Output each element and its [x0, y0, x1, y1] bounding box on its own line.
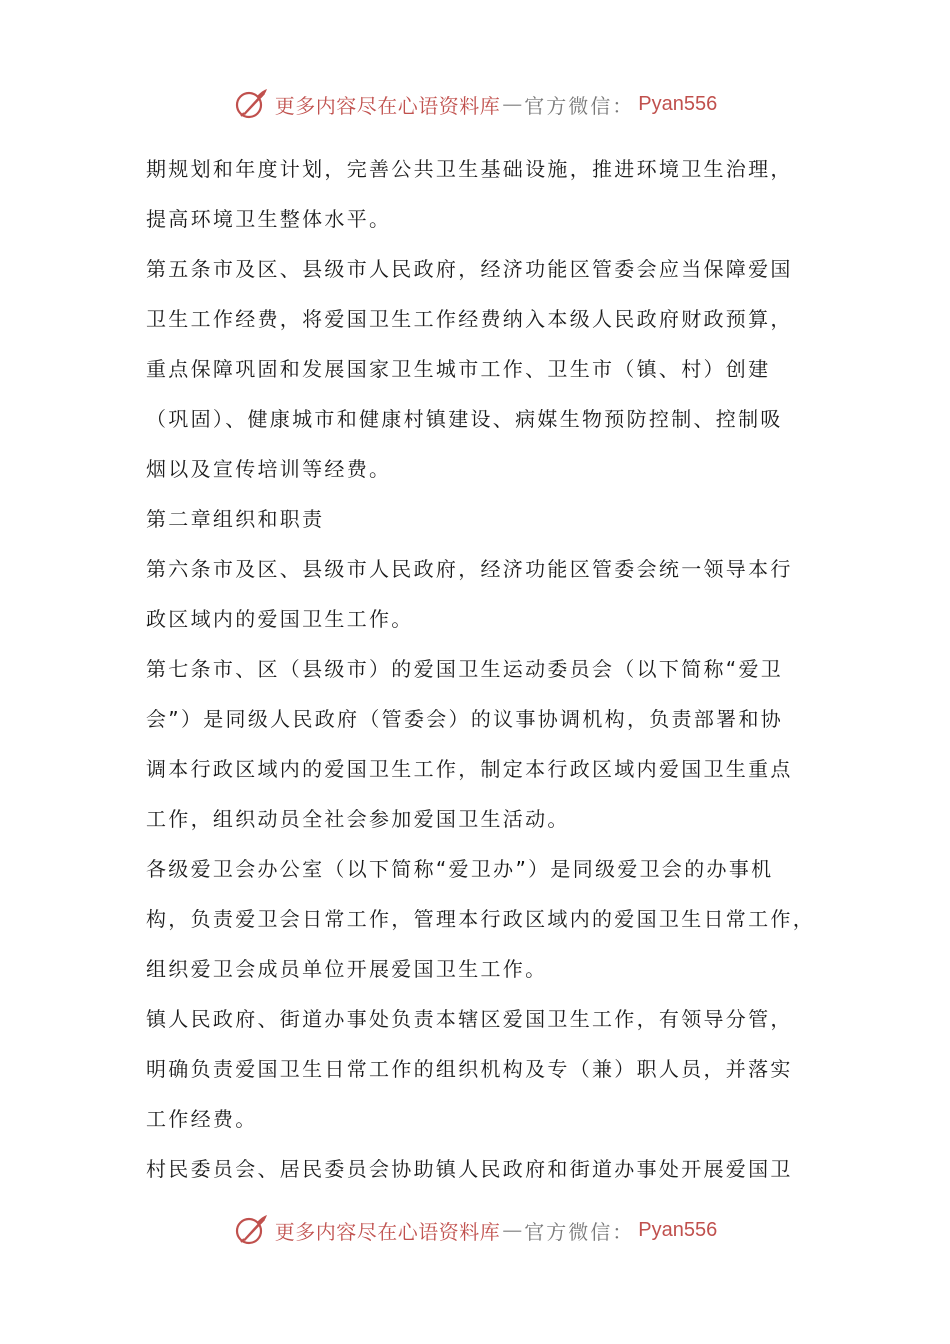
- banner-dash: —: [502, 1218, 523, 1242]
- text-line: 重点保障巩固和发展国家卫生城市工作、卫生市（镇、村）创建: [146, 357, 771, 381]
- text-line: 各级爱卫会办公室（以下简称“爱卫办”）是同级爱卫会的办事机: [146, 857, 774, 881]
- quill-logo-icon: [233, 86, 269, 122]
- text-line: 调本行政区域内的爱国卫生工作，制定本行政区域内爱国卫生重点: [146, 757, 793, 781]
- quill-logo-icon: [233, 1212, 269, 1248]
- text-line: 会”）是同级人民政府（管委会）的议事协调机构，负责部署和协: [146, 707, 784, 731]
- banner-wechat-label: 官方微信：: [524, 1219, 635, 1244]
- text-line: 工作经费。: [146, 1107, 258, 1131]
- text-line: 卫生工作经费，将爱国卫生工作经费纳入本级人民政府财政预算，: [146, 307, 793, 331]
- text-line: 第六条市及区、县级市人民政府，经济功能区管委会统一领导本行: [146, 557, 793, 581]
- text-line: 明确负责爱国卫生日常工作的组织机构及专（兼）职人员，并落实: [146, 1057, 793, 1081]
- text-line: 期规划和年度计划，完善公共卫生基础设施，推进环境卫生治理，: [146, 157, 793, 181]
- text-line: 第五条市及区、县级市人民政府，经济功能区管委会应当保障爱国: [146, 257, 793, 281]
- text-line: 烟以及宣传培训等经费。: [146, 457, 392, 481]
- text-line: 政区域内的爱国卫生工作。: [146, 607, 414, 631]
- banner-wechat-id: Pyan556: [638, 92, 718, 115]
- text-line: 工作，组织动员全社会参加爱国卫生活动。: [146, 807, 570, 831]
- banner-title: 更多内容尽在心语资料库: [274, 1219, 501, 1244]
- banner-dash: —: [502, 92, 523, 116]
- text-line: （巩固）、健康城市和健康村镇建设、病媒生物预防控制、控制吸: [146, 407, 783, 431]
- text-line: 第七条市、区（县级市）的爱国卫生运动委员会（以下简称“爱卫: [146, 657, 784, 681]
- header-banner: [0, 82, 950, 126]
- text-line: 构，负责爱卫会日常工作，管理本行政区域内的爱国卫生日常工作，: [146, 907, 815, 931]
- document-body: [146, 144, 826, 1194]
- banner-wechat-id: Pyan556: [638, 1218, 718, 1241]
- text-line: 村民委员会、居民委员会协助镇人民政府和街道办事处开展爱国卫: [146, 1157, 793, 1181]
- text-line: 镇人民政府、街道办事处负责本辖区爱国卫生工作，有领导分管，: [146, 1007, 793, 1031]
- text-line: 提高环境卫生整体水平。: [146, 207, 392, 231]
- chapter-heading: 第二章组织和职责: [146, 507, 325, 531]
- footer-banner: [0, 1208, 950, 1252]
- banner-wechat-label: 官方微信：: [524, 93, 635, 118]
- banner-title: 更多内容尽在心语资料库: [274, 93, 501, 118]
- text-line: 组织爱卫会成员单位开展爱国卫生工作。: [146, 957, 548, 981]
